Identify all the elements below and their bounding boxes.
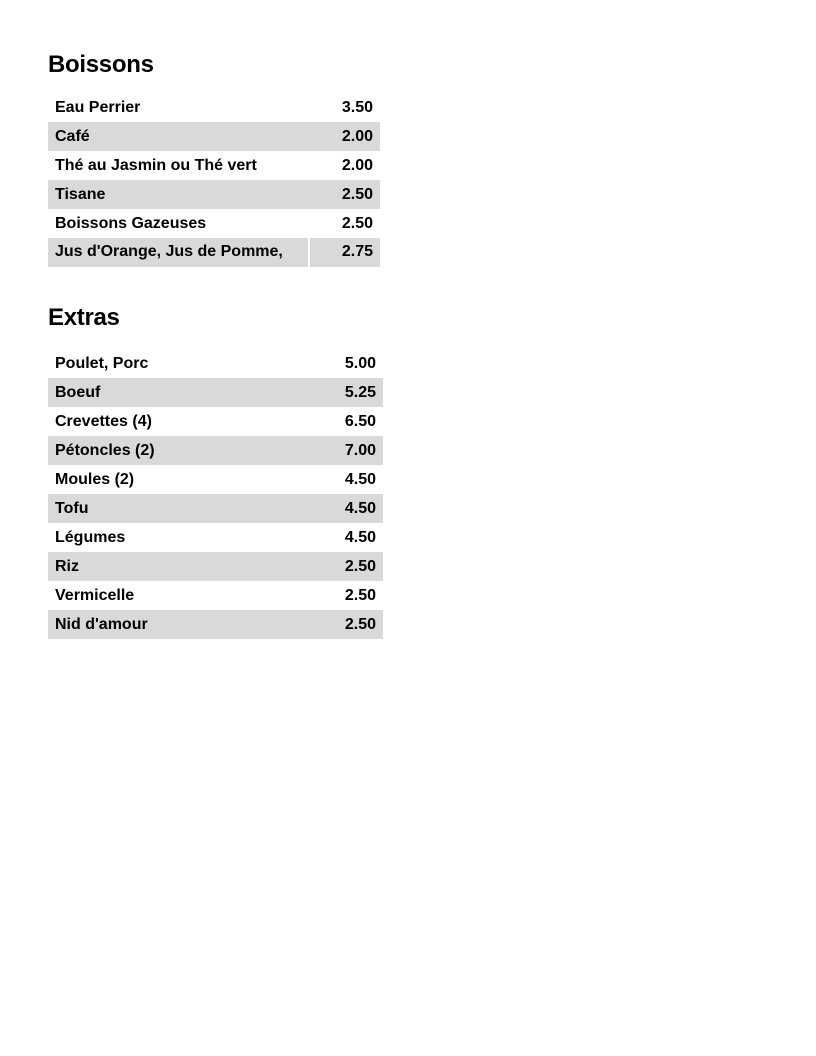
item-name: Poulet, Porc	[55, 354, 149, 372]
section-title-extras: Extras	[48, 304, 120, 331]
menu-row	[48, 436, 383, 465]
menu-list-boissons	[48, 93, 380, 267]
item-name: Tisane	[55, 185, 106, 203]
item-price: 2.00	[341, 127, 373, 145]
item-name: Café	[55, 127, 90, 145]
menu-list-extras	[48, 349, 383, 639]
menu-row	[48, 151, 380, 180]
menu-row	[48, 349, 383, 378]
item-name: Vermicelle	[55, 586, 135, 604]
menu-row	[48, 465, 383, 494]
item-price: 4.50	[344, 499, 376, 517]
item-name: Légumes	[55, 528, 126, 546]
item-price: 6.50	[344, 412, 376, 430]
item-name: Nid d'amour	[55, 615, 148, 633]
item-price: 2.75	[341, 243, 373, 260]
item-name: Tofu	[55, 499, 89, 517]
item-price: 2.50	[344, 615, 376, 633]
item-price: 2.50	[344, 557, 376, 575]
item-name: Pétoncles (2)	[55, 441, 155, 459]
item-price: 2.50	[341, 185, 373, 203]
menu-row	[48, 407, 383, 436]
menu-row	[48, 494, 383, 523]
item-price: 7.00	[344, 441, 376, 459]
item-name: Boissons Gazeuses	[55, 214, 207, 232]
menu-row	[48, 523, 383, 552]
menu-row	[48, 610, 383, 639]
section-title-boissons: Boissons	[48, 51, 154, 78]
menu-row	[48, 93, 380, 122]
item-price: 3.50	[341, 98, 373, 116]
item-price: 4.50	[344, 470, 376, 488]
item-price: 2.00	[341, 156, 373, 174]
item-name: Riz	[55, 557, 79, 575]
menu-row	[48, 209, 380, 238]
menu-row	[48, 552, 383, 581]
item-name: Crevettes (4)	[55, 412, 152, 430]
item-name: Thé au Jasmin ou Thé vert	[55, 156, 257, 174]
menu-row	[48, 238, 380, 267]
menu-row	[48, 180, 380, 209]
item-price: 2.50	[344, 586, 376, 604]
menu-row	[48, 378, 383, 407]
item-price: 4.50	[344, 528, 376, 546]
menu-row	[48, 122, 380, 151]
item-name: Eau Perrier	[55, 98, 141, 116]
item-price: 5.00	[344, 354, 376, 372]
item-name: Boeuf	[55, 383, 101, 401]
item-price: 2.50	[341, 214, 373, 232]
item-price: 5.25	[344, 383, 376, 401]
item-name: Jus d'Orange, Jus de Pomme,	[55, 243, 283, 260]
item-name: Moules (2)	[55, 470, 135, 488]
menu-row	[48, 581, 383, 610]
